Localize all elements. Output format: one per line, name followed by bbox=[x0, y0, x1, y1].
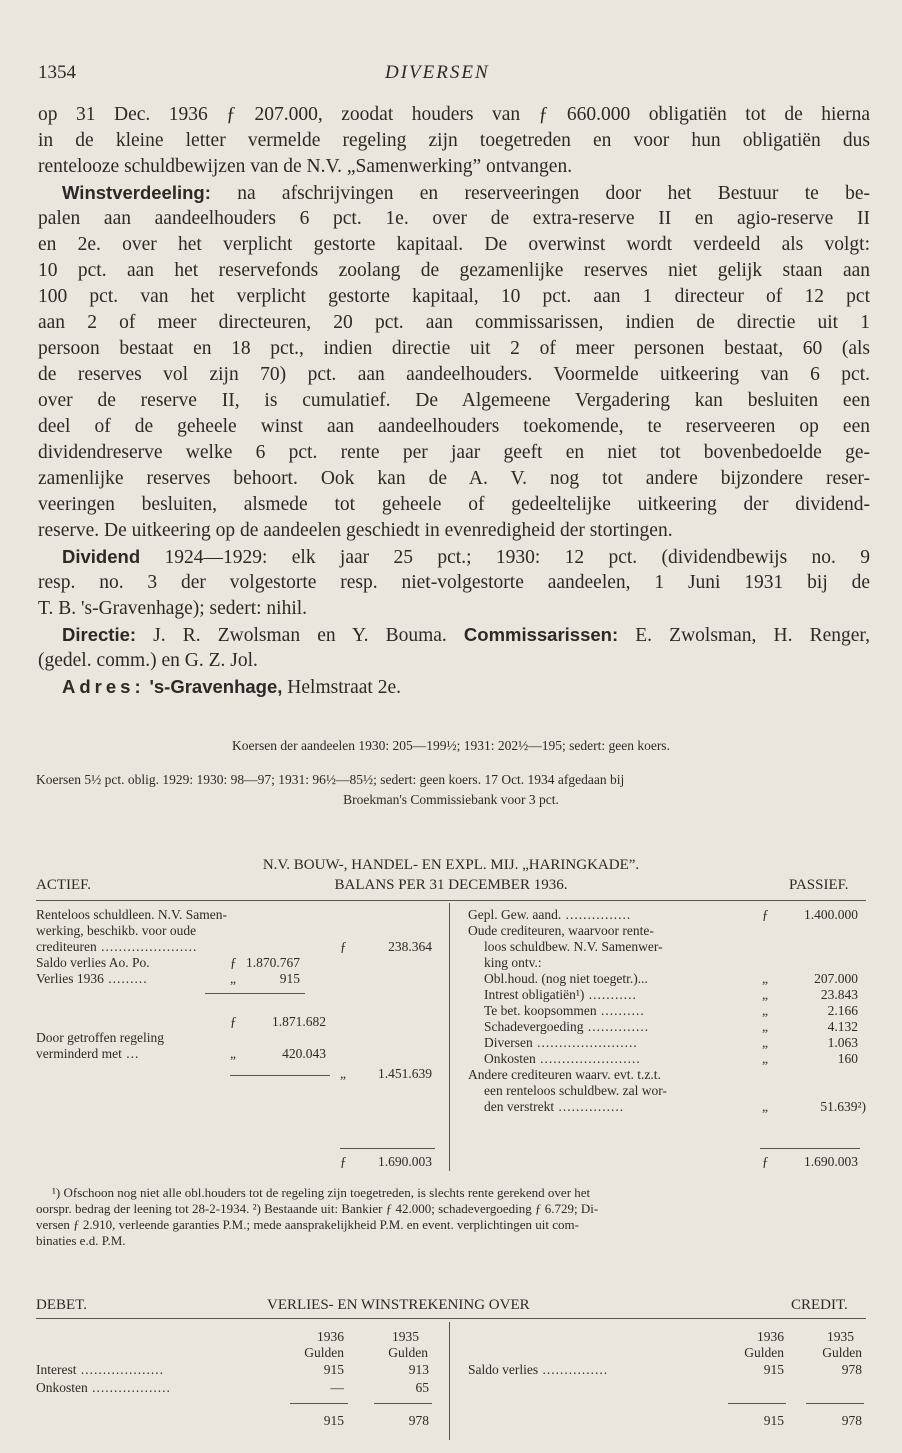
currency-sign: ƒ bbox=[230, 955, 237, 970]
text-line: op 31 Dec. 1936 ƒ 207.000, zoodat houders van ƒ 660.000 obligatiën tot de hierna bbox=[38, 104, 870, 125]
directie-label: Directie: bbox=[62, 624, 137, 645]
balance-row: Intrest obligatiën¹) ........... bbox=[484, 987, 637, 1002]
pl-total-rule bbox=[290, 1403, 348, 1404]
main-text bbox=[38, 102, 870, 700]
dividend-line bbox=[38, 544, 870, 570]
commissarissen-label: Commissarissen: bbox=[463, 624, 619, 645]
text-line: veeringen besluiten, alsmede tot geheele of gedeeltelijke uitkeering der dividend- bbox=[38, 494, 870, 515]
pl-amount: 915 bbox=[763, 1362, 784, 1377]
currency-sign: „ bbox=[762, 1051, 768, 1066]
balance-total: 1.690.003 bbox=[804, 1154, 858, 1169]
balance-company: N.V. BOUW-, HANDEL- EN EXPL. MIJ. „HARINGKADE”. bbox=[262, 857, 640, 873]
currency-sign: „ bbox=[762, 971, 768, 986]
running-head: DIVERSEN bbox=[385, 62, 490, 83]
currency-sign: ƒ bbox=[762, 907, 769, 922]
balance-row-label: Obl.houd. (nog niet toegetr.)... bbox=[484, 971, 648, 986]
winst-text: na afschrijvingen en reserveeringen door het Bestuur te be- bbox=[237, 183, 870, 204]
balance-row-label: Gepl. Gew. aand. bbox=[468, 907, 562, 922]
balance-row-label: Door getroffen regeling bbox=[36, 1030, 164, 1045]
currency-sign: ƒ bbox=[230, 1014, 237, 1029]
balance-row-label: een renteloos schuldbew. zal wor- bbox=[484, 1083, 667, 1098]
text-line: zamenlijke reserves behoort. Ook kan de A. V. nog tot andere bijzondere reser- bbox=[38, 468, 870, 489]
currency-sign: „ bbox=[230, 1046, 236, 1061]
pl-row: Interest ................... bbox=[36, 1362, 164, 1377]
text-line: resp. no. 3 der volgestorte resp. niet-volgestorte aandeelen, 1 Juni 1931 bij de bbox=[38, 572, 870, 593]
balance-row-label: Verlies 1936 bbox=[36, 971, 104, 986]
pl-row-label: Saldo verlies bbox=[468, 1362, 539, 1377]
balance-row: den verstrekt ............... bbox=[484, 1099, 625, 1114]
text-line: persoon bestaat en 18 pct., indien directie uit 2 of meer personen bestaat, 60 (als bbox=[38, 338, 870, 359]
footnote-line: oorspr. bedrag der leening tot 28-2-1934. ²) Bestaande uit: Bankier ƒ 42.000; schadevergoeding ƒ 6.729; Di- bbox=[36, 1201, 599, 1216]
currency-sign: „ bbox=[762, 1019, 768, 1034]
pl-credit: CREDIT. bbox=[791, 1297, 848, 1313]
text-line: 10 pct. aan het reservefonds zoolang de gezamenlijke reserves niet gelijk staan aan bbox=[38, 260, 870, 281]
pl-total: 915 bbox=[763, 1413, 784, 1428]
adres-label: Adres: bbox=[62, 676, 145, 697]
directie-text: J. R. Zwolsman en Y. Bouma. bbox=[153, 625, 447, 646]
currency-sign: „ bbox=[762, 1035, 768, 1050]
pl-amount: 913 bbox=[408, 1362, 429, 1377]
balance-actief: ACTIEF. bbox=[36, 877, 92, 893]
currency-sign: „ bbox=[762, 987, 768, 1002]
footnote-line: ¹) Ofschoon nog niet alle obl.houders tot de regeling zijn toegetreden, is slechts rente gerekend over het bbox=[52, 1185, 591, 1200]
balance-row-label: Intrest obligatiën¹) bbox=[484, 987, 585, 1002]
balance-row-label: king ontv.: bbox=[484, 955, 542, 970]
pl-title: VERLIES- EN WINSTREKENING OVER bbox=[267, 1297, 530, 1313]
pl-amount: 915 bbox=[323, 1362, 344, 1377]
currency-sign: „ bbox=[762, 1003, 768, 1018]
pl-row: Saldo verlies ............... bbox=[468, 1362, 609, 1377]
pl-debet: DEBET. bbox=[36, 1297, 87, 1313]
currency-sign: ƒ bbox=[340, 939, 347, 954]
pl-total: 978 bbox=[841, 1413, 862, 1428]
pl-row-label: Interest bbox=[36, 1362, 77, 1377]
balance-amount: 1.063 bbox=[827, 1035, 858, 1050]
pl-unit: Gulden bbox=[744, 1345, 784, 1360]
balance-amount: 160 bbox=[837, 1051, 858, 1066]
koersen-oblig: Koersen 5½ pct. oblig. 1929: 1930: 98—97; 1931: 96½—85½; sedert: geen koers. 17 Oct. 1934 afgedaan bij bbox=[36, 772, 625, 787]
balance-total: 1.690.003 bbox=[378, 1154, 432, 1169]
balance-title: BALANS PER 31 DECEMBER 1936. bbox=[334, 877, 568, 893]
pl-total-rule bbox=[374, 1403, 432, 1404]
balance-amount: 1.870.767 bbox=[246, 955, 300, 970]
pl-amount: 65 bbox=[415, 1380, 429, 1395]
pl-row-label: Onkosten bbox=[36, 1380, 88, 1395]
pl-year: 1936 bbox=[317, 1329, 344, 1344]
balance-amount: 238.364 bbox=[388, 939, 432, 954]
pl-year: 1936 bbox=[757, 1329, 784, 1344]
currency-sign: „ bbox=[762, 1099, 768, 1114]
koersen-aandeelen: Koersen der aandeelen 1930: 205—199½; 1931: 202½—195; sedert: geen koers. bbox=[232, 738, 670, 753]
balance-row-label: verminderd met bbox=[36, 1046, 122, 1061]
balance-row-label: Schadevergoeding bbox=[484, 1019, 584, 1034]
balance-amount: 420.043 bbox=[282, 1046, 326, 1061]
balance-row: Onkosten ....................... bbox=[484, 1051, 641, 1066]
currency-sign: „ bbox=[340, 1066, 346, 1081]
text-line: in de kleine letter vermelde regeling zijn toegetreden en voor hun obligatiën dus bbox=[38, 130, 870, 151]
text-line: reserve. De uitkeering op de aandeelen geschiedt in evenredigheid der stortingen. bbox=[38, 520, 673, 541]
balance-row: Te bet. koopsommen .......... bbox=[484, 1003, 645, 1018]
balance-amount: 51.639²) bbox=[820, 1099, 866, 1114]
pl-year: 1935 bbox=[827, 1329, 854, 1344]
balance-row-label: werking, beschikb. voor oude bbox=[36, 923, 197, 938]
balance-amount: 2.166 bbox=[827, 1003, 858, 1018]
text-line: dividendreserve welke 6 pct. rente per jaar geeft en niet tot bovenbedoelde ge- bbox=[38, 442, 870, 463]
page-number: 1354 bbox=[38, 62, 76, 83]
balance-amount: 1.400.000 bbox=[804, 907, 858, 922]
subtotal-rule bbox=[205, 993, 305, 994]
balance-row-label: Saldo verlies Ao. Po. bbox=[36, 955, 150, 970]
subtotal-rule bbox=[230, 1075, 330, 1076]
balance-row: Diversen ....................... bbox=[484, 1035, 638, 1050]
text-line: T. B. 's-Gravenhage); sedert: nihil. bbox=[38, 598, 308, 619]
pl-year: 1935 bbox=[392, 1329, 419, 1344]
pl-amount: 978 bbox=[841, 1362, 862, 1377]
balance-row-label: loos schuldbew. N.V. Samenwer- bbox=[484, 939, 663, 954]
balance-amount: 1.451.639 bbox=[378, 1066, 432, 1081]
adres-street: Helmstraat 2e. bbox=[287, 677, 402, 698]
balance-divider bbox=[449, 903, 450, 1171]
koersen-oblig-2: Broekman's Commissiebank voor 3 pct. bbox=[343, 792, 559, 807]
balance-row-label: Onkosten bbox=[484, 1051, 536, 1066]
text-line: (gedel. comm.) en G. Z. Jol. bbox=[38, 650, 258, 671]
pl-unit: Gulden bbox=[388, 1345, 428, 1360]
balance-row: verminderd met ... bbox=[36, 1046, 140, 1061]
winst-label: Winstverdeeling: bbox=[62, 182, 211, 203]
text-line: 100 pct. van het verplicht gestorte kapitaal, 10 pct. aan 1 directeur of 12 pct bbox=[38, 286, 870, 307]
winst-line bbox=[38, 180, 870, 206]
currency-sign: ƒ bbox=[340, 1154, 347, 1169]
text-line: palen aan aandeelhouders 6 pct. 1e. over de extra-reserve II en agio-reserve II bbox=[38, 208, 870, 229]
pl-total: 915 bbox=[323, 1413, 344, 1428]
pl-total: 978 bbox=[408, 1413, 429, 1428]
pl-top-rule bbox=[36, 1318, 866, 1319]
balance-amount: 23.843 bbox=[820, 987, 858, 1002]
balance-row-label: Te bet. koopsommen bbox=[484, 1003, 597, 1018]
pl-row: Onkosten .................. bbox=[36, 1380, 171, 1395]
footnote-line: binaties e.d. P.M. bbox=[36, 1233, 126, 1248]
balance-row-label: Oude crediteuren, waarvoor rente- bbox=[468, 923, 654, 938]
balance-row-label: Diversen bbox=[484, 1035, 533, 1050]
text-line: deel of de geheele winst aan aandeelhouders toekomende, te reserveeren op een bbox=[38, 416, 870, 437]
text-line: over de reserve II, is cumulatief. De Algemeene Vergadering kan besluiten een bbox=[38, 390, 870, 411]
text-line: en 2e. over het verplicht gestorte kapitaal. De overwinst wordt verdeeld als volgt: bbox=[38, 234, 870, 255]
balance-amount: 4.132 bbox=[827, 1019, 858, 1034]
footnote-line: versen ƒ 2.910, verleende garanties P.M.; mede aansprakelijkheid P.M. en event. verplichtingen uit com- bbox=[36, 1217, 579, 1232]
balance-row-label: Andere crediteuren waarv. evt. t.z.t. bbox=[468, 1067, 661, 1082]
balance-row: crediteuren ...................... bbox=[36, 939, 198, 954]
pl-divider bbox=[449, 1322, 450, 1440]
adres-city: 's-Gravenhage, bbox=[149, 676, 283, 697]
balance-row: Gepl. Gew. aand. ............... bbox=[468, 907, 632, 922]
balance-amount: 1.871.682 bbox=[272, 1014, 326, 1029]
balance-amount: 915 bbox=[279, 971, 300, 986]
pl-unit: Gulden bbox=[304, 1345, 344, 1360]
balance-row-label: crediteuren bbox=[36, 939, 97, 954]
currency-sign: ƒ bbox=[762, 1154, 769, 1169]
dividend-label: Dividend bbox=[62, 546, 141, 567]
commissarissen-text: E. Zwolsman, H. Renger, bbox=[635, 625, 870, 646]
pl-unit: Gulden bbox=[822, 1345, 862, 1360]
pl-amount: — bbox=[330, 1380, 344, 1395]
currency-sign: „ bbox=[230, 971, 236, 986]
balance-row: Verlies 1936 ......... bbox=[36, 971, 148, 986]
total-rule bbox=[340, 1148, 435, 1149]
total-rule bbox=[760, 1148, 860, 1149]
balance-top-rule bbox=[36, 900, 866, 901]
balance-amount: 207.000 bbox=[814, 971, 858, 986]
balance-row-label: Renteloos schuldleen. N.V. Samen- bbox=[36, 907, 227, 922]
pl-total-rule bbox=[728, 1403, 786, 1404]
directie-line bbox=[38, 622, 870, 648]
balance-passief: PASSIEF. bbox=[789, 877, 849, 893]
balance-row: Schadevergoeding .............. bbox=[484, 1019, 650, 1034]
pl-total-rule bbox=[806, 1403, 864, 1404]
balance-row-label: den verstrekt bbox=[484, 1099, 555, 1114]
adres-line bbox=[38, 674, 870, 700]
text-line: rentelooze schuldbewijzen van de N.V. „Samenwerking” ontvangen. bbox=[38, 156, 573, 177]
dividend-text: 1924—1929: elk jaar 25 pct.; 1930: 12 pct. (dividendbewijs no. 9 bbox=[164, 547, 870, 568]
text-line: de reserves vol zijn 70) pct. aan aandeelhouders. Voormelde uitkeering van 6 pct. bbox=[38, 364, 870, 385]
text-line: aan 2 of meer directeuren, 20 pct. aan commissarissen, indien de directie uit 1 bbox=[38, 312, 870, 333]
